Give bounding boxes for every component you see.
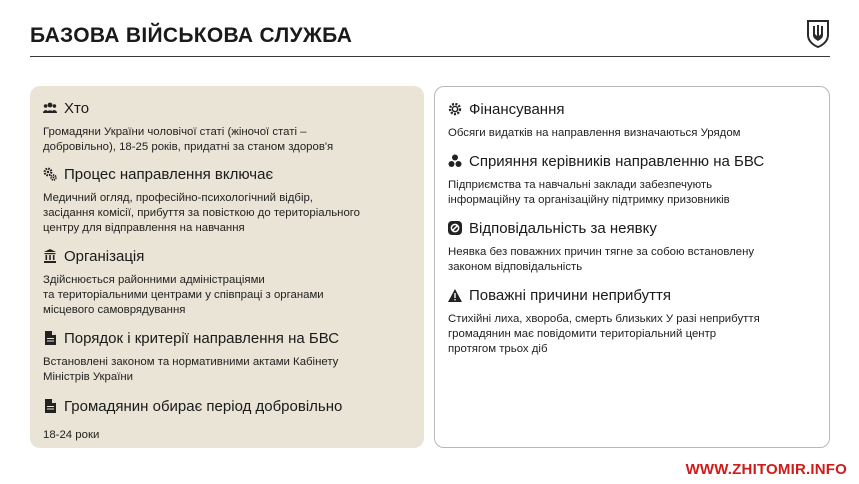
right-panel xyxy=(434,86,830,448)
section-body xyxy=(448,245,817,275)
section-line: Здійснюється районними адміністраціями xyxy=(43,274,265,286)
section-valid-reasons xyxy=(448,285,817,357)
section-title: Організація xyxy=(64,247,145,265)
section-title: Процес направлення включає xyxy=(64,165,274,183)
section-line: інформаційну та організаційну підтримку призовників xyxy=(448,194,730,206)
section-body xyxy=(43,125,412,155)
circles-icon xyxy=(448,154,462,168)
section-body xyxy=(43,428,412,443)
section-body xyxy=(448,178,817,208)
section-line: 18-24 роки xyxy=(43,429,100,441)
warning-icon xyxy=(448,288,462,302)
header xyxy=(30,18,830,57)
section-body xyxy=(448,312,817,357)
people-icon xyxy=(43,101,57,115)
section-line: Неявка без поважних причин тягне за собою встановлену xyxy=(448,246,755,258)
section-line: Підприємства та навчальні заклади забезпечують xyxy=(448,179,713,191)
section-line: протягом трьох діб xyxy=(448,343,548,355)
section-line: добровільно), 18-25 років, придатні за станом здоров'я xyxy=(43,141,334,153)
section-procedure xyxy=(43,328,412,385)
section-support xyxy=(448,151,817,208)
section-line: Встановлені законом та нормативними актами Кабінету xyxy=(43,356,339,368)
gear-icon xyxy=(448,102,462,116)
section-line: Громадяни України чоловічої статі (жіночої статі – xyxy=(43,126,307,138)
prohibited-icon xyxy=(448,221,462,235)
page-title: БАЗОВА ВІЙСЬКОВА СЛУЖБА xyxy=(30,24,353,47)
section-organization xyxy=(43,246,412,318)
building-icon xyxy=(43,249,57,263)
section-title: Поважні причини неприбуття xyxy=(469,286,672,304)
section-who xyxy=(43,98,412,155)
section-title: Сприяння керівників направленню на БВС xyxy=(469,152,765,170)
section-line: та територіальними центрами у співпраці з органами xyxy=(43,289,324,301)
section-body xyxy=(43,191,412,236)
section-line: місцевого самоврядування xyxy=(43,304,186,316)
section-body xyxy=(43,273,412,318)
section-line: законом відповідальність xyxy=(448,261,583,273)
section-process xyxy=(43,164,412,236)
emblem-icon xyxy=(806,20,830,48)
section-line: центру для відправлення на навчання xyxy=(43,222,245,234)
section-title: Відповідальність за неявку xyxy=(469,219,657,237)
section-body xyxy=(43,355,412,385)
section-line: Міністрів України xyxy=(43,371,134,383)
section-body xyxy=(448,126,817,141)
document-icon xyxy=(43,399,57,413)
watermark: WWW.ZHITOMIR.INFO xyxy=(685,461,847,478)
left-panel xyxy=(30,86,424,448)
section-period xyxy=(43,396,412,443)
document-icon xyxy=(43,331,57,345)
gears-icon xyxy=(43,167,57,181)
section-title: Фінансування xyxy=(469,100,565,118)
section-title: Порядок і критерії направлення на БВС xyxy=(64,329,340,347)
section-title: Громадянин обирає період добровільно xyxy=(64,397,343,415)
section-line: Обсяги видатків на направлення визначаються Урядом xyxy=(448,127,741,139)
section-financing xyxy=(448,99,817,141)
section-liability xyxy=(448,218,817,275)
section-line: засідання комісії, прибуття за повісткою до територіального xyxy=(43,207,361,219)
section-line: громадянин має повідомити територіальний центр xyxy=(448,328,717,340)
section-title: Хто xyxy=(64,99,90,117)
section-line: Стихійні лиха, хвороба, смерть близьких У разі неприбуття xyxy=(448,313,760,325)
section-line: Медичний огляд, професійно-психологічний відбір, xyxy=(43,192,313,204)
